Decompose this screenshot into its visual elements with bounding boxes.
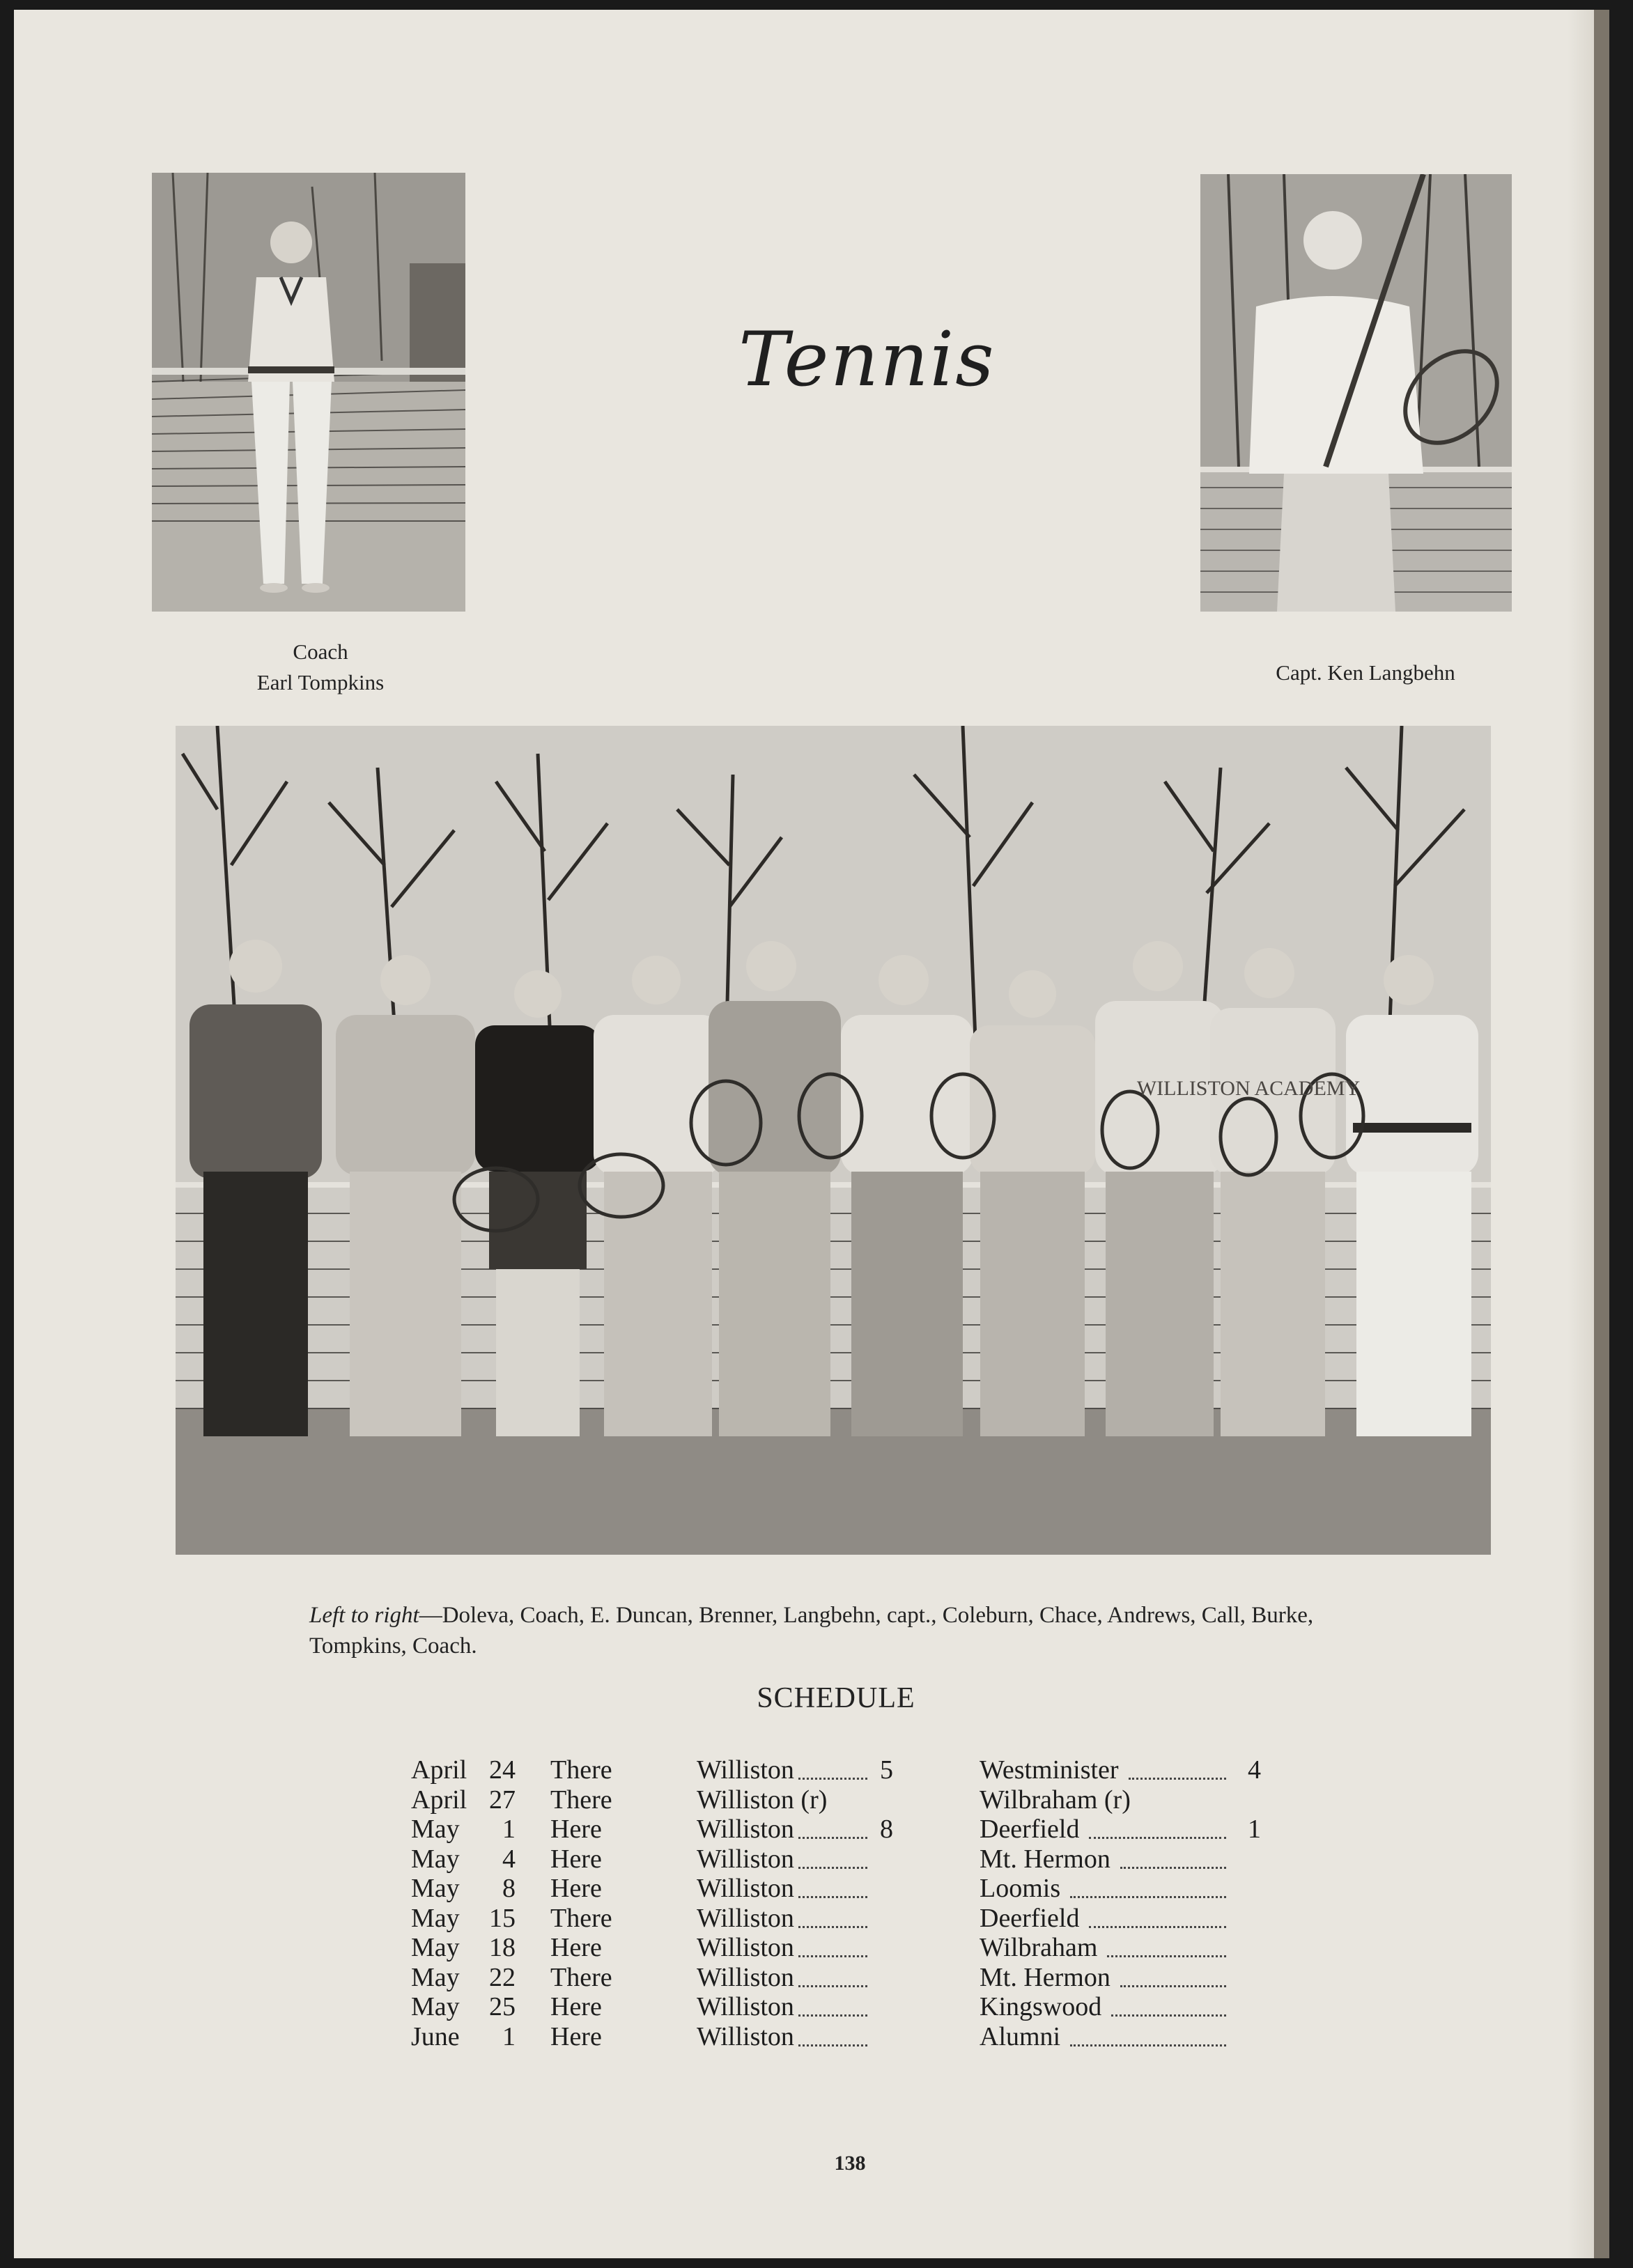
coach-caption [223,637,418,698]
binding-spine [1594,10,1609,2258]
captain-photo [1200,174,1512,612]
schedule-home-team: Williston [697,1962,794,1992]
page-title: Tennis [738,316,996,403]
schedule-month: May [411,1815,460,1844]
schedule-location: Here [550,1815,602,1844]
schedule-row [411,1814,1268,1844]
schedule-home-team: Williston [697,1992,794,2021]
coach-photo [152,173,465,612]
schedule-day: 22 [489,1962,516,1992]
leader-dots [798,1834,867,1839]
schedule-month: May [411,1962,460,1992]
leader-dots [1107,1952,1226,1957]
schedule-opponent: Deerfield [980,1903,1080,1933]
schedule-location: Here [550,1992,602,2021]
schedule-opponent: Wilbraham (r) [980,1785,1131,1815]
schedule-day: 24 [489,1755,516,1785]
coach-caption-name: Earl Tompkins [256,670,385,694]
schedule-home-score: 8 [880,1815,893,1844]
leader-dots [798,1864,867,1869]
leader-dots [1111,2012,1226,2017]
schedule-location: There [550,1785,612,1815]
schedule-row [411,2021,1268,2051]
schedule-opponent: Mt. Hermon [980,1962,1110,1992]
leader-dots [1129,1775,1226,1780]
schedule-opponent: Deerfield [980,1815,1080,1844]
schedule-month: May [411,1844,460,1874]
schedule-day: 15 [489,1903,516,1933]
schedule-month: May [411,1992,460,2021]
leader-dots [1089,1834,1226,1839]
schedule-month: May [411,1903,460,1933]
leader-dots [798,2012,867,2017]
schedule-row [411,1991,1268,2021]
schedule-heading: SCHEDULE [757,1682,915,1714]
schedule-location: There [550,1755,612,1785]
schedule-day: 4 [502,1844,516,1874]
leader-dots [798,1775,867,1780]
caption-names: —Doleva, Coach, E. Duncan, Brenner, Langbehn, capt., Coleburn, Chace, Andrews, Call, Burke, Tompkins, Coach. [309,1603,1314,1659]
schedule-location: There [550,1903,612,1933]
leader-dots [798,1952,867,1957]
page-number: 138 [834,2152,866,2175]
schedule-row [411,1785,1268,1815]
schedule-opponent: Alumni [980,2021,1061,2051]
schedule-row [411,1903,1268,1933]
schedule-month: May [411,1933,460,1962]
team-photo [176,726,1491,1555]
schedule-home-team: Williston (r) [697,1785,828,1815]
schedule-month: April [411,1755,467,1785]
schedule-opponent-score: 1 [1248,1815,1261,1844]
schedule-opponent: Kingswood [980,1992,1102,2021]
captain-caption: Capt. Ken Langbehn [1276,660,1455,685]
leader-dots [1120,1864,1226,1869]
leader-dots [798,2042,867,2046]
schedule-row [411,1755,1268,1785]
schedule-opponent: Wilbraham [980,1933,1098,1962]
leader-dots [798,1923,867,1928]
leader-dots [1070,1893,1226,1898]
schedule-opponent: Mt. Hermon [980,1844,1110,1874]
leader-dots [798,1982,867,1987]
leader-dots [1089,1923,1226,1928]
schedule-home-team: Williston [697,2021,794,2051]
caption-lead: Left to right [309,1603,419,1628]
schedule-day: 1 [502,2021,516,2051]
schedule-location: Here [550,1933,602,1962]
schedule-location: Here [550,1874,602,1903]
sweater-lettering: WILLISTON ACADEMY [1136,1077,1361,1100]
schedule-home-team: Williston [697,1755,794,1785]
leader-dots [798,1893,867,1898]
team-photo-caption [309,1600,1389,1661]
schedule-day: 18 [489,1933,516,1962]
schedule-day: 27 [489,1785,516,1815]
schedule-month: May [411,1874,460,1903]
schedule-home-team: Williston [697,1815,794,1844]
schedule-opponent: Westminister [980,1755,1119,1785]
schedule-location: Here [550,2021,602,2051]
schedule-home-team: Williston [697,1903,794,1933]
schedule-month: June [411,2021,460,2051]
schedule-home-team: Williston [697,1844,794,1874]
schedule-day: 8 [502,1874,516,1903]
coach-caption-role: Coach [293,639,348,664]
schedule-month: April [411,1785,467,1815]
schedule-row [411,1962,1268,1992]
schedule-location: Here [550,1844,602,1874]
schedule-home-team: Williston [697,1874,794,1903]
schedule-table [411,1755,1268,2051]
schedule-home-team: Williston [697,1933,794,1962]
schedule-row [411,1844,1268,1874]
leader-dots [1070,2042,1226,2046]
schedule-opponent: Loomis [980,1874,1061,1903]
leader-dots [1120,1982,1226,1987]
schedule-home-score: 5 [880,1755,893,1785]
schedule-opponent-score: 4 [1248,1755,1261,1785]
schedule-location: There [550,1962,612,1992]
yearbook-page [14,10,1609,2258]
schedule-row [411,1932,1268,1962]
schedule-day: 1 [502,1815,516,1844]
schedule-day: 25 [489,1992,516,2021]
schedule-row [411,1873,1268,1903]
